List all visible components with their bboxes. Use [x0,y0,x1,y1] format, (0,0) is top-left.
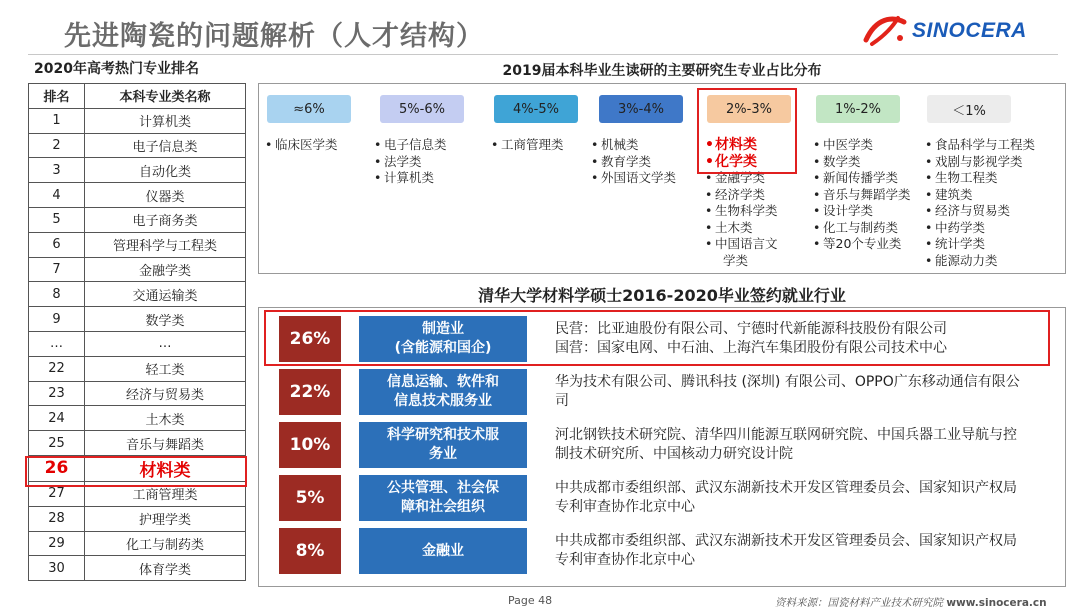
industry-label: 金融业 [359,528,527,574]
employment-row [279,369,1059,415]
list-item: • 金融学类 [705,170,778,187]
source-text: 资料来源：国瓷材料产业技术研究院 [775,597,943,609]
industry-label: 信息运输、软件和 信息技术服务业 [359,369,527,415]
list-item: • 新闻传播学类 [813,170,911,187]
list-item: • 数学类 [813,154,911,171]
list-item: • 化工与制药类 [813,220,911,237]
page-number: Page 48 [508,594,553,607]
table-row [29,133,246,158]
major-name-cell: 管理科学与工程类 [85,232,246,257]
rank-cell: 8 [29,282,85,307]
list-item: • 中医学类 [813,137,911,154]
list-item: • 材料类 [705,137,778,154]
ranking-heading: 2020年高考热门专业排名 [34,61,199,77]
share-category-list [374,137,447,187]
percentage-badge: 10% [279,422,341,468]
ranking-table [28,83,246,581]
list-item: • 教育学类 [591,154,676,171]
percentage-badge: 22% [279,369,341,415]
percentage-badge: 8% [279,528,341,574]
list-item: • 经济与贸易类 [925,203,1035,220]
highlight-box-manufacturing [264,310,1050,366]
list-item: • 经济学类 [705,187,778,204]
rank-cell: 30 [29,556,85,581]
major-name-cell: 经济与贸易类 [85,381,246,406]
share-category-badge: ≈6% [267,95,351,123]
distribution-panel [258,83,1066,274]
table-row [29,531,246,556]
share-category-badge: 4%-5% [494,95,578,123]
major-name-cell: 材料类 [85,455,246,481]
share-category-list [491,137,564,154]
website-text: www.sinocera.cn [946,597,1047,609]
list-item: • 计算机类 [374,170,447,187]
list-item: • 临床医学类 [265,137,338,154]
employer-list: 中共成都市委组织部、武汉东湖新技术开发区管理委员会、国家知识产权局专利审查协作北京中心 [555,533,1017,568]
ranking-header-row [29,84,246,109]
major-name-cell: 音乐与舞蹈类 [85,431,246,456]
share-category-list [925,137,1035,269]
major-name-cell: 电子商务类 [85,207,246,232]
rank-cell: 22 [29,356,85,381]
title-divider [28,54,1058,55]
percentage-badge: 26% [279,316,341,362]
share-category-badge: 5%-6% [380,95,464,123]
industry-label: 制造业 (含能源和国企) [359,316,527,362]
list-item: • 食品科学与工程类 [925,137,1035,154]
rank-cell: 5 [29,207,85,232]
major-name-cell: … [85,331,246,356]
highlight-box-materials-share [697,88,797,174]
major-name-cell: 数学类 [85,307,246,332]
logo-mark-icon [862,14,908,48]
major-name-cell: 化工与制药类 [85,531,246,556]
rank-cell: 26 [29,455,85,481]
list-item: • 法学类 [374,154,447,171]
table-row [29,282,246,307]
employment-row [279,422,1059,468]
rank-cell: 25 [29,431,85,456]
list-item: • 建筑类 [925,187,1035,204]
list-item: • 能源动力类 [925,253,1035,270]
list-item: • 音乐与舞蹈学类 [813,187,911,204]
employer-list: 华为技术有限公司、腾讯科技 (深圳) 有限公司、OPPO广东移动通信有限公司 [555,374,1020,409]
list-item: • 中药学类 [925,220,1035,237]
logo-text: SINOCERA [912,19,1027,42]
major-name-cell: 交通运输类 [85,282,246,307]
industry-label: 公共管理、社会保 障和社会组织 [359,475,527,521]
major-name-cell: 土木类 [85,406,246,431]
employer-list: 河北钢铁技术研究院、清华四川能源互联网研究院、中国兵器工业导航与控制技术研究所、中国核动力研究设计院 [555,427,1017,462]
share-category-badge: 3%-4% [599,95,683,123]
share-category-list [265,137,338,154]
rank-cell: 3 [29,158,85,183]
employment-title: 清华大学材料学硕士2016-2020毕业签约就业行业 [478,286,846,305]
table-row [29,331,246,356]
table-row [29,356,246,381]
list-item: • 电子信息类 [374,137,447,154]
share-category-badge: 2%-3% [707,95,791,123]
rank-cell: 1 [29,108,85,133]
list-item: • 机械类 [591,137,676,154]
rank-cell: 27 [29,481,85,506]
list-item: • 土木类 [705,220,778,237]
table-row [29,406,246,431]
major-name-cell: 自动化类 [85,158,246,183]
rank-cell: 23 [29,381,85,406]
rank-cell: 2 [29,133,85,158]
share-category-badge: ＜1% [927,95,1011,123]
rank-cell: 6 [29,232,85,257]
industry-label: 科学研究和技术服 务业 [359,422,527,468]
rank-cell: 28 [29,506,85,531]
share-category-list [813,137,911,253]
list-item: • 中国语言文 [705,236,778,253]
major-name-cell: 工商管理类 [85,481,246,506]
column-header-name: 本科专业类名称 [85,84,246,109]
list-item: • 化学类 [705,154,778,171]
column-header-rank: 排名 [29,84,85,109]
highlight-box-materials-rank [25,456,247,487]
major-name-cell: 仪器类 [85,183,246,208]
table-row [29,257,246,282]
rank-cell: 7 [29,257,85,282]
major-name-cell: 金融学类 [85,257,246,282]
list-item: • 外国语文学类 [591,170,676,187]
table-row [29,108,246,133]
major-name-cell: 电子信息类 [85,133,246,158]
major-name-cell: 体育学类 [85,556,246,581]
major-name-cell: 计算机类 [85,108,246,133]
share-category-list [591,137,676,187]
list-item: • 生物工程类 [925,170,1035,187]
list-item: • 统计学类 [925,236,1035,253]
table-row [29,506,246,531]
rank-cell: 4 [29,183,85,208]
rank-cell: 24 [29,406,85,431]
list-item: • 戏剧与影视学类 [925,154,1035,171]
table-row [29,307,246,332]
table-row [29,183,246,208]
employer-list: 中共成都市委组织部、武汉东湖新技术开发区管理委员会、国家知识产权局专利审查协作北京中心 [555,480,1017,515]
table-row [29,158,246,183]
table-row [29,556,246,581]
rank-cell: 29 [29,531,85,556]
list-item: • 设计学类 [813,203,911,220]
list-item: • 工商管理类 [491,137,564,154]
rank-cell: 9 [29,307,85,332]
distribution-title: 2019届本科毕业生读研的主要研究生专业占比分布 [502,63,822,79]
table-row [29,207,246,232]
table-row [29,431,246,456]
rank-cell: … [29,331,85,356]
table-row [29,232,246,257]
table-row [29,381,246,406]
percentage-badge: 5% [279,475,341,521]
list-item: • 等20个专业类 [813,236,911,253]
major-name-cell: 轻工类 [85,356,246,381]
company-logo [862,12,1052,50]
employment-row [279,475,1059,521]
employer-list: 民营：比亚迪股份有限公司、宁德时代新能源科技股份有限公司 国营：国家电网、中石油、上海汽车集团股份有限公司技术中心 [555,321,947,356]
major-name-cell: 护理学类 [85,506,246,531]
list-item: • 生物科学类 [705,203,778,220]
page-title: 先进陶瓷的问题解析（人才结构） [64,21,484,52]
share-category-badge: 1%-2% [816,95,900,123]
list-item: 学类 [723,252,749,268]
source-note [775,595,1047,610]
employment-row [279,528,1059,574]
